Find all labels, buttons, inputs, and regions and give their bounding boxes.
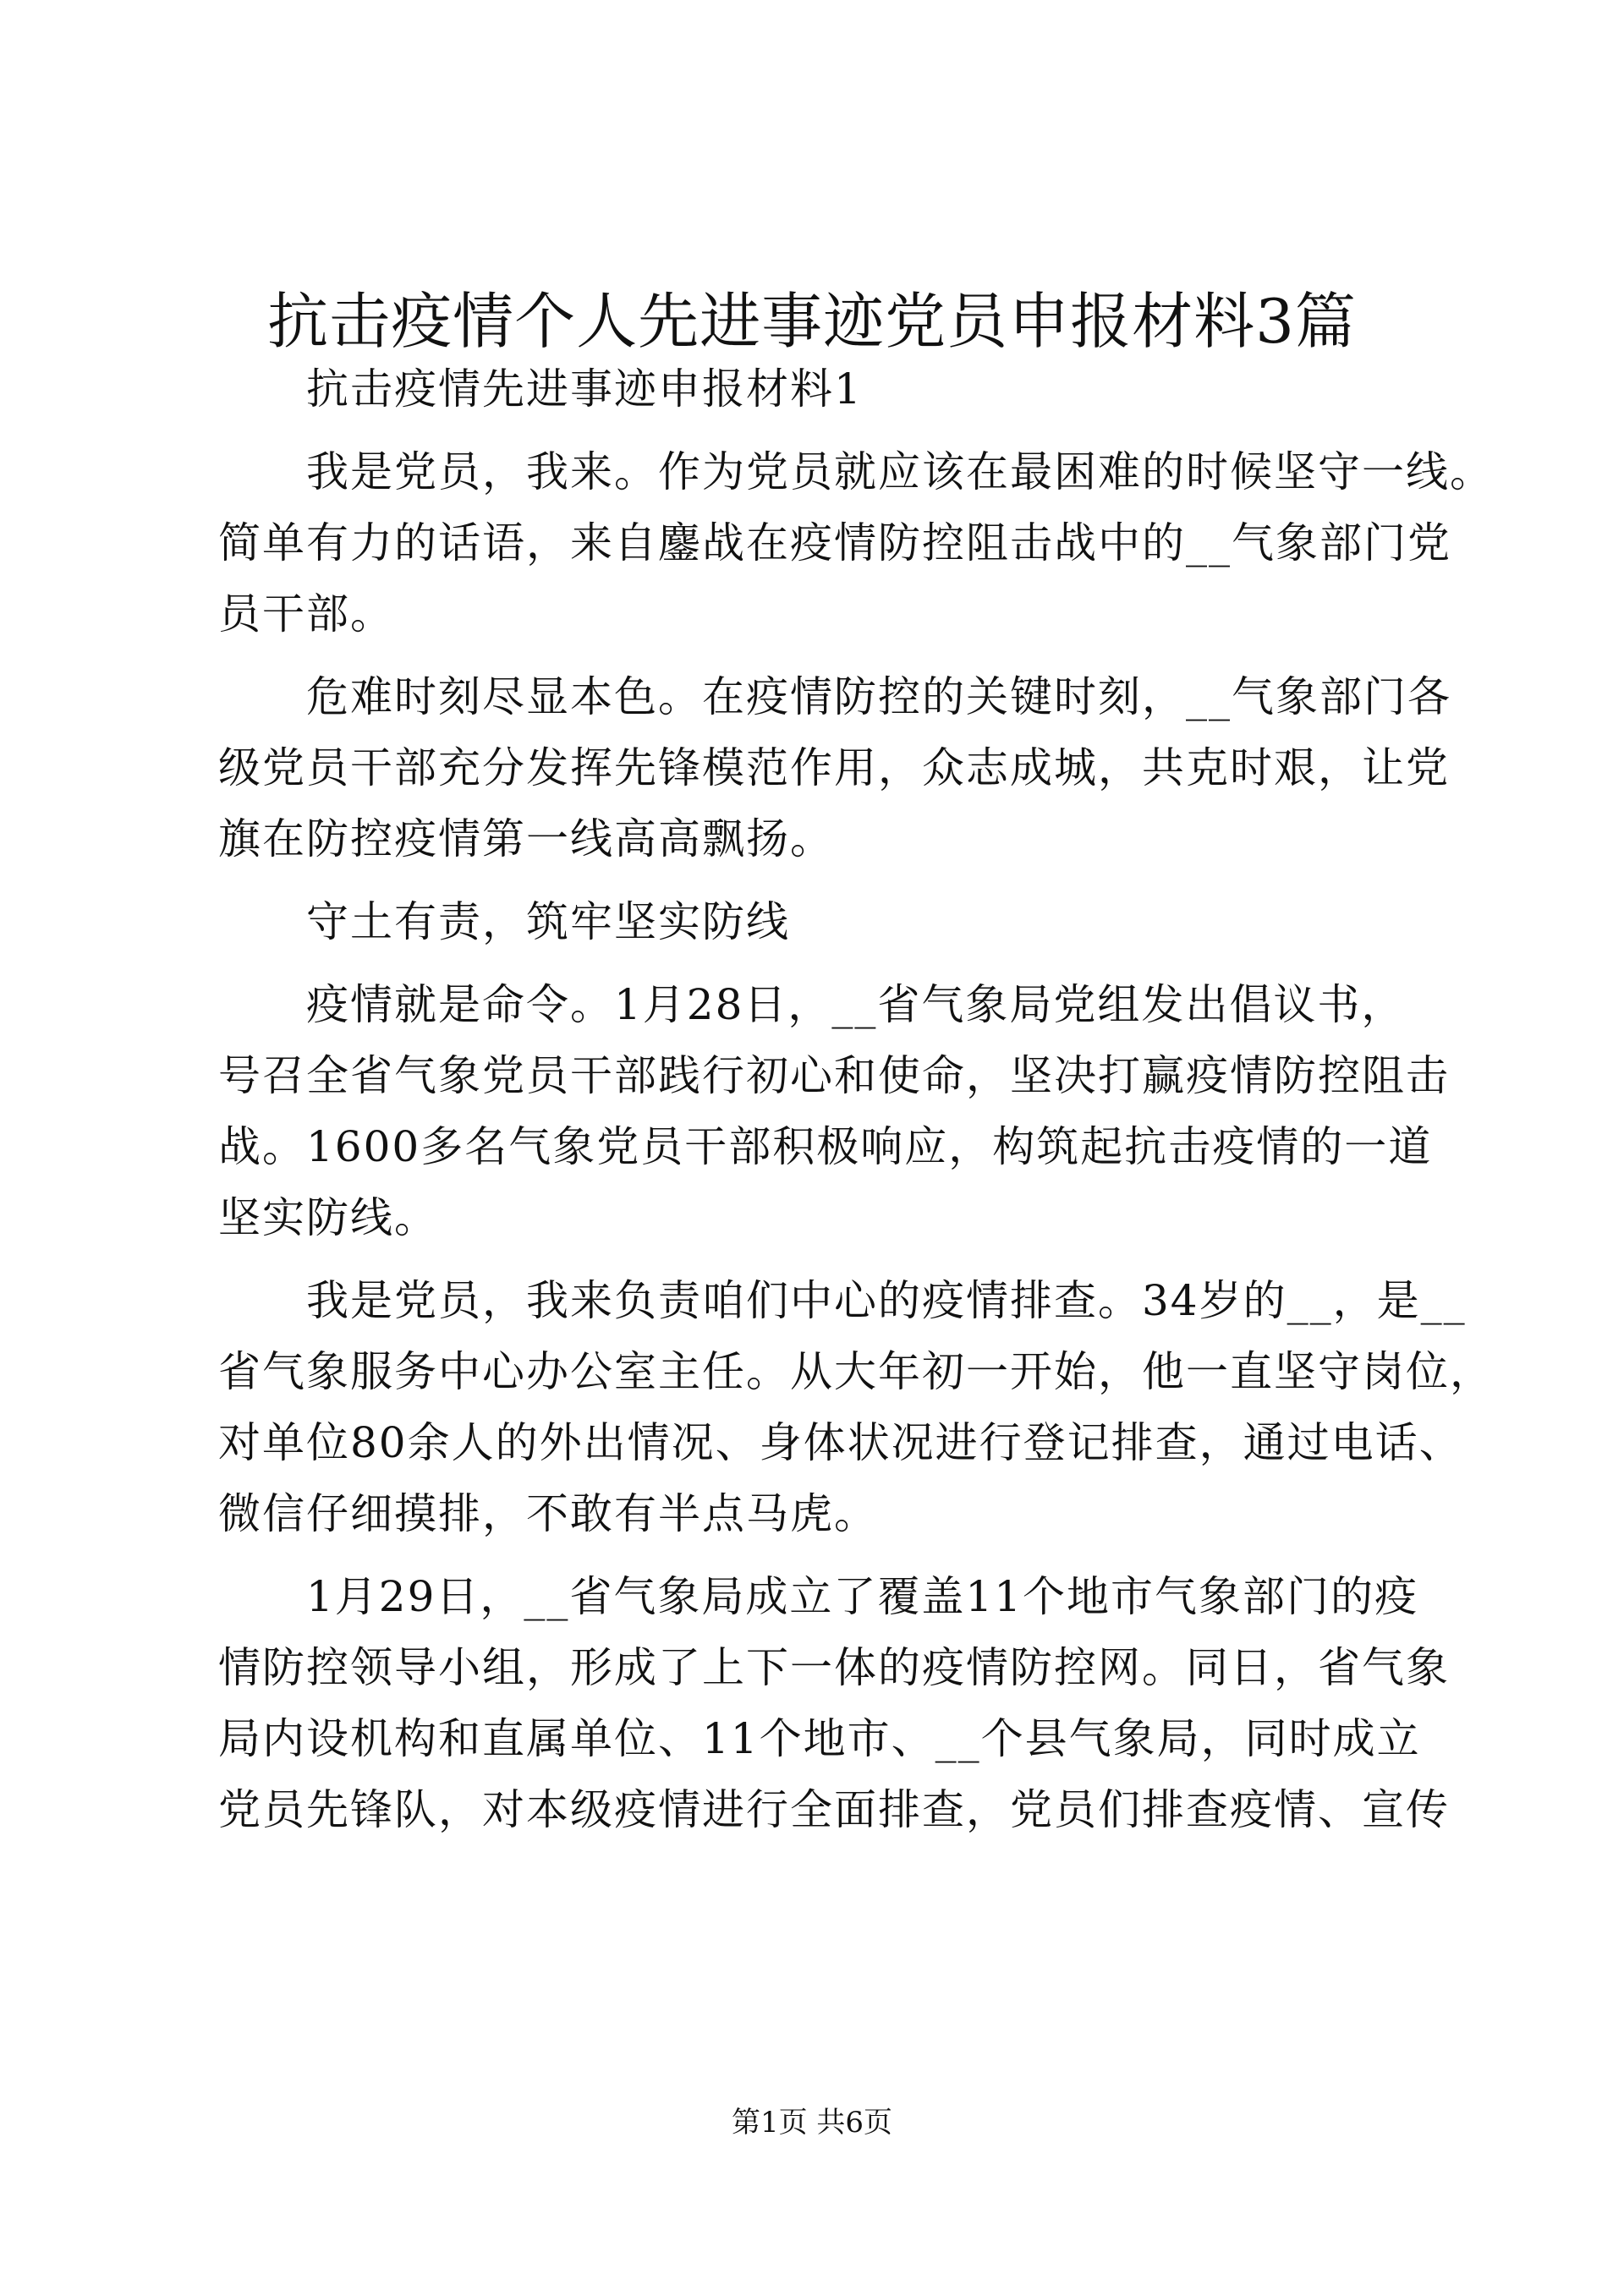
paragraph-line: 号召全省气象党员干部践行初心和使命，坚决打赢疫情防控阻击 xyxy=(218,1051,1450,1100)
section-heading: 抗击疫情先进事迹申报材料1 xyxy=(306,364,863,414)
paragraph-line: 党员先锋队，对本级疫情进行全面排查，党员们排查疫情、宣传 xyxy=(218,1785,1450,1834)
paragraph-line: 简单有力的话语，来自鏖战在疫情防控阻击战中的__气象部门党 xyxy=(218,518,1451,567)
paragraph-line: 坚实防线。 xyxy=(218,1193,438,1242)
paragraph-line: 1月29日，__省气象局成立了覆盖11个地市气象部门的疫 xyxy=(306,1572,1419,1621)
paragraph-line: 我是党员，我来负责咱们中心的疫情排查。34岁的__，是__ xyxy=(306,1276,1467,1325)
paragraph-line: 战。1600多名气象党员干部积极响应，构筑起抗击疫情的一道 xyxy=(218,1122,1433,1171)
paragraph-line: 级党员干部充分发挥先锋模范作用，众志成城，共克时艰，让党 xyxy=(218,743,1450,792)
paragraph-line: 对单位80余人的外出情况、身体状况进行登记排查，通过电话、 xyxy=(218,1418,1463,1467)
subheading: 守土有责，筑牢坚实防线 xyxy=(306,897,790,946)
paragraph-line: 疫情就是命令。1月28日，__省气象局党组发出倡议书， xyxy=(306,980,1406,1029)
document-title: 抗击疫情个人先进事迹党员申报材料3篇 xyxy=(267,286,1357,357)
paragraph-line: 局内设机构和直属单位、11个地市、__个县气象局，同时成立 xyxy=(218,1714,1421,1763)
page-footer: 第1页 共6页 xyxy=(731,2106,893,2140)
paragraph-line: 情防控领导小组，形成了上下一体的疫情防控网。同日，省气象 xyxy=(218,1643,1450,1692)
paragraph-line: 旗在防控疫情第一线高高飘扬。 xyxy=(218,814,834,863)
paragraph-line: 员干部。 xyxy=(218,589,394,638)
paragraph-line: 危难时刻尽显本色。在疫情防控的关键时刻，__气象部门各 xyxy=(306,672,1451,721)
paragraph-line: 微信仔细摸排，不敢有半点马虎。 xyxy=(218,1489,878,1538)
document-body xyxy=(218,353,1494,1845)
paragraph-line: 省气象服务中心办公室主任。从大年初一开始，他一直坚守岗位， xyxy=(218,1347,1494,1396)
paragraph-line: 我是党员，我来。作为党员就应该在最困难的时候坚守一线。 xyxy=(306,447,1494,496)
